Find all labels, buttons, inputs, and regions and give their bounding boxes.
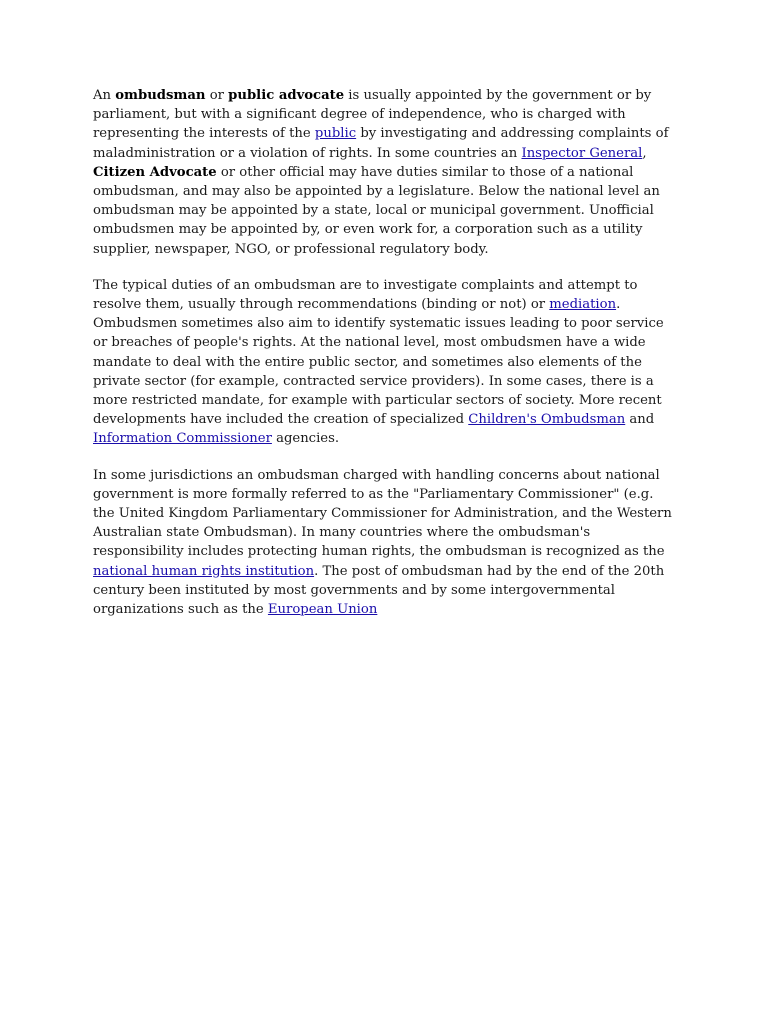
text-run: by investigating and addressing complaints of maladministration or a violation of rights. In some countries an: [93, 126, 669, 161]
text-run: and: [625, 412, 655, 428]
document-body: [93, 86, 677, 636]
text-run: is usually appointed by the government or by parliament, but with a significant degree of independence, who is charged with representing the interests of the: [93, 88, 652, 142]
text-run: An: [93, 88, 116, 103]
link-information-commissioner[interactable]: Information Commissioner: [93, 431, 272, 447]
paragraph-1: [93, 86, 677, 259]
link-inspector-general[interactable]: Inspector General: [521, 145, 643, 161]
link-european-union[interactable]: European Union: [267, 602, 378, 618]
link-national-human-rights-institution[interactable]: national human rights institution: [93, 563, 315, 579]
text-run: . The post of ombudsman had by the end of the 20th century been instituted by most governments and by some intergovernmental organizations such as the: [93, 563, 665, 618]
link-childrens-ombudsman[interactable]: Children's Ombudsman: [468, 412, 626, 428]
link-mediation[interactable]: mediation: [549, 297, 617, 313]
text-run: or other official may have duties similar to those of a national ombudsman, and may also be appointed by a legislature. Below the national level an ombudsman may be appointed by a state, local or municipal government. Unofficial ombudsmen may be appointed by, or even work for, a corporation such as a utility supplier, newspaper, NGO, or professional regulatory body.: [93, 164, 660, 257]
bold-term-ombudsman: ombudsman: [115, 88, 206, 103]
text-run: In some jurisdictions an ombudsman charged with handling concerns about national government is more formally referred to as the "Parliamentary Commissioner" (e.g. the United Kingdom Parliamentary Commissioner for Administration, and the Western Australian state Ombudsman). In many countries where the ombudsman's responsibility includes protecting human rights, the ombudsman is recognized as the: [93, 467, 672, 560]
text-run: . Ombudsmen sometimes also aim to identify systematic issues leading to poor service or breaches of people's rights. At the national level, most ombudsmen have a wide mandate to deal with the entire public sector, and sometimes also elements of the private sector (for example, contracted service providers). In some cases, there is a more restricted mandate, for example with particular sectors of society. More recent developments have included the creation of specialized: [93, 297, 664, 428]
paragraph-3: [93, 466, 677, 620]
text-run: agencies.: [271, 431, 340, 447]
bold-term-public-advocate: public advocate: [228, 88, 345, 103]
paragraph-2: [93, 276, 677, 449]
bold-term-citizen-advocate: Citizen Advocate: [93, 164, 217, 180]
text-run: The typical duties of an ombudsman are to investigate complaints and attempt to resolve them, usually through recommendations (binding or not) or: [93, 277, 638, 313]
text-run: or: [205, 88, 229, 103]
link-public[interactable]: public: [314, 126, 357, 142]
text-run: ,: [642, 145, 647, 161]
